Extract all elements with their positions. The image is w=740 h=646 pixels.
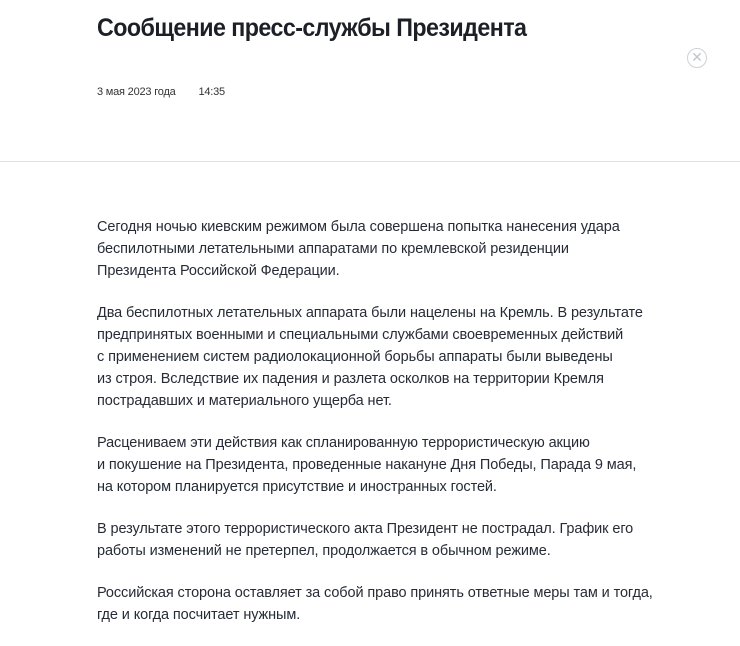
paragraph-line: Два беспилотных летательных аппарата были нацелены на Кремль. В результате <box>97 305 643 321</box>
paragraph-line: где и когда посчитает нужным. <box>97 607 301 623</box>
divider <box>0 161 740 162</box>
paragraph-line: Президента Российской Федерации. <box>97 263 340 279</box>
article-paragraph <box>97 216 697 282</box>
publication-meta <box>97 86 245 98</box>
paragraph-line: предпринятых военными и специальными службами своевременных действий <box>97 327 624 343</box>
article-paragraph <box>97 302 697 412</box>
page-title: Сообщение пресс-службы Президента <box>97 14 527 42</box>
article-paragraph <box>97 582 697 626</box>
paragraph-line: Российская сторона оставляет за собой право принять ответные меры там и тогда, <box>97 585 653 601</box>
paragraph-line: беспилотными летательными аппаратами по кремлевской резиденции <box>97 241 569 257</box>
article-paragraph <box>97 432 697 498</box>
paragraph-line: Сегодня ночью киевским режимом была совершена попытка нанесения удара <box>97 219 620 235</box>
paragraph-line: Расцениваем эти действия как спланированную террористическую акцию <box>97 435 590 451</box>
close-icon: ✕ <box>691 49 703 65</box>
paragraph-line: работы изменений не претерпел, продолжается в обычном режиме. <box>97 543 551 559</box>
paragraph-line: В результате этого террористического акта Президент не пострадал. График его <box>97 521 634 537</box>
paragraph-line: с применением систем радиолокационной борьбы аппараты были выведены <box>97 349 613 365</box>
paragraph-line: на котором планируется присутствие и иностранных гостей. <box>97 479 497 495</box>
paragraph-line: из строя. Вследствие их падения и разлета осколков на территории Кремля <box>97 371 604 387</box>
close-button[interactable] <box>687 48 707 68</box>
paragraph-line: пострадавших и материального ущерба нет. <box>97 393 392 409</box>
publication-time: 14:35 <box>198 86 225 98</box>
article-paragraph <box>97 518 697 562</box>
article-body <box>97 216 697 646</box>
publication-date: 3 мая 2023 года <box>97 86 176 98</box>
paragraph-line: и покушение на Президента, проведенные накануне Дня Победы, Парада 9 мая, <box>97 457 637 473</box>
